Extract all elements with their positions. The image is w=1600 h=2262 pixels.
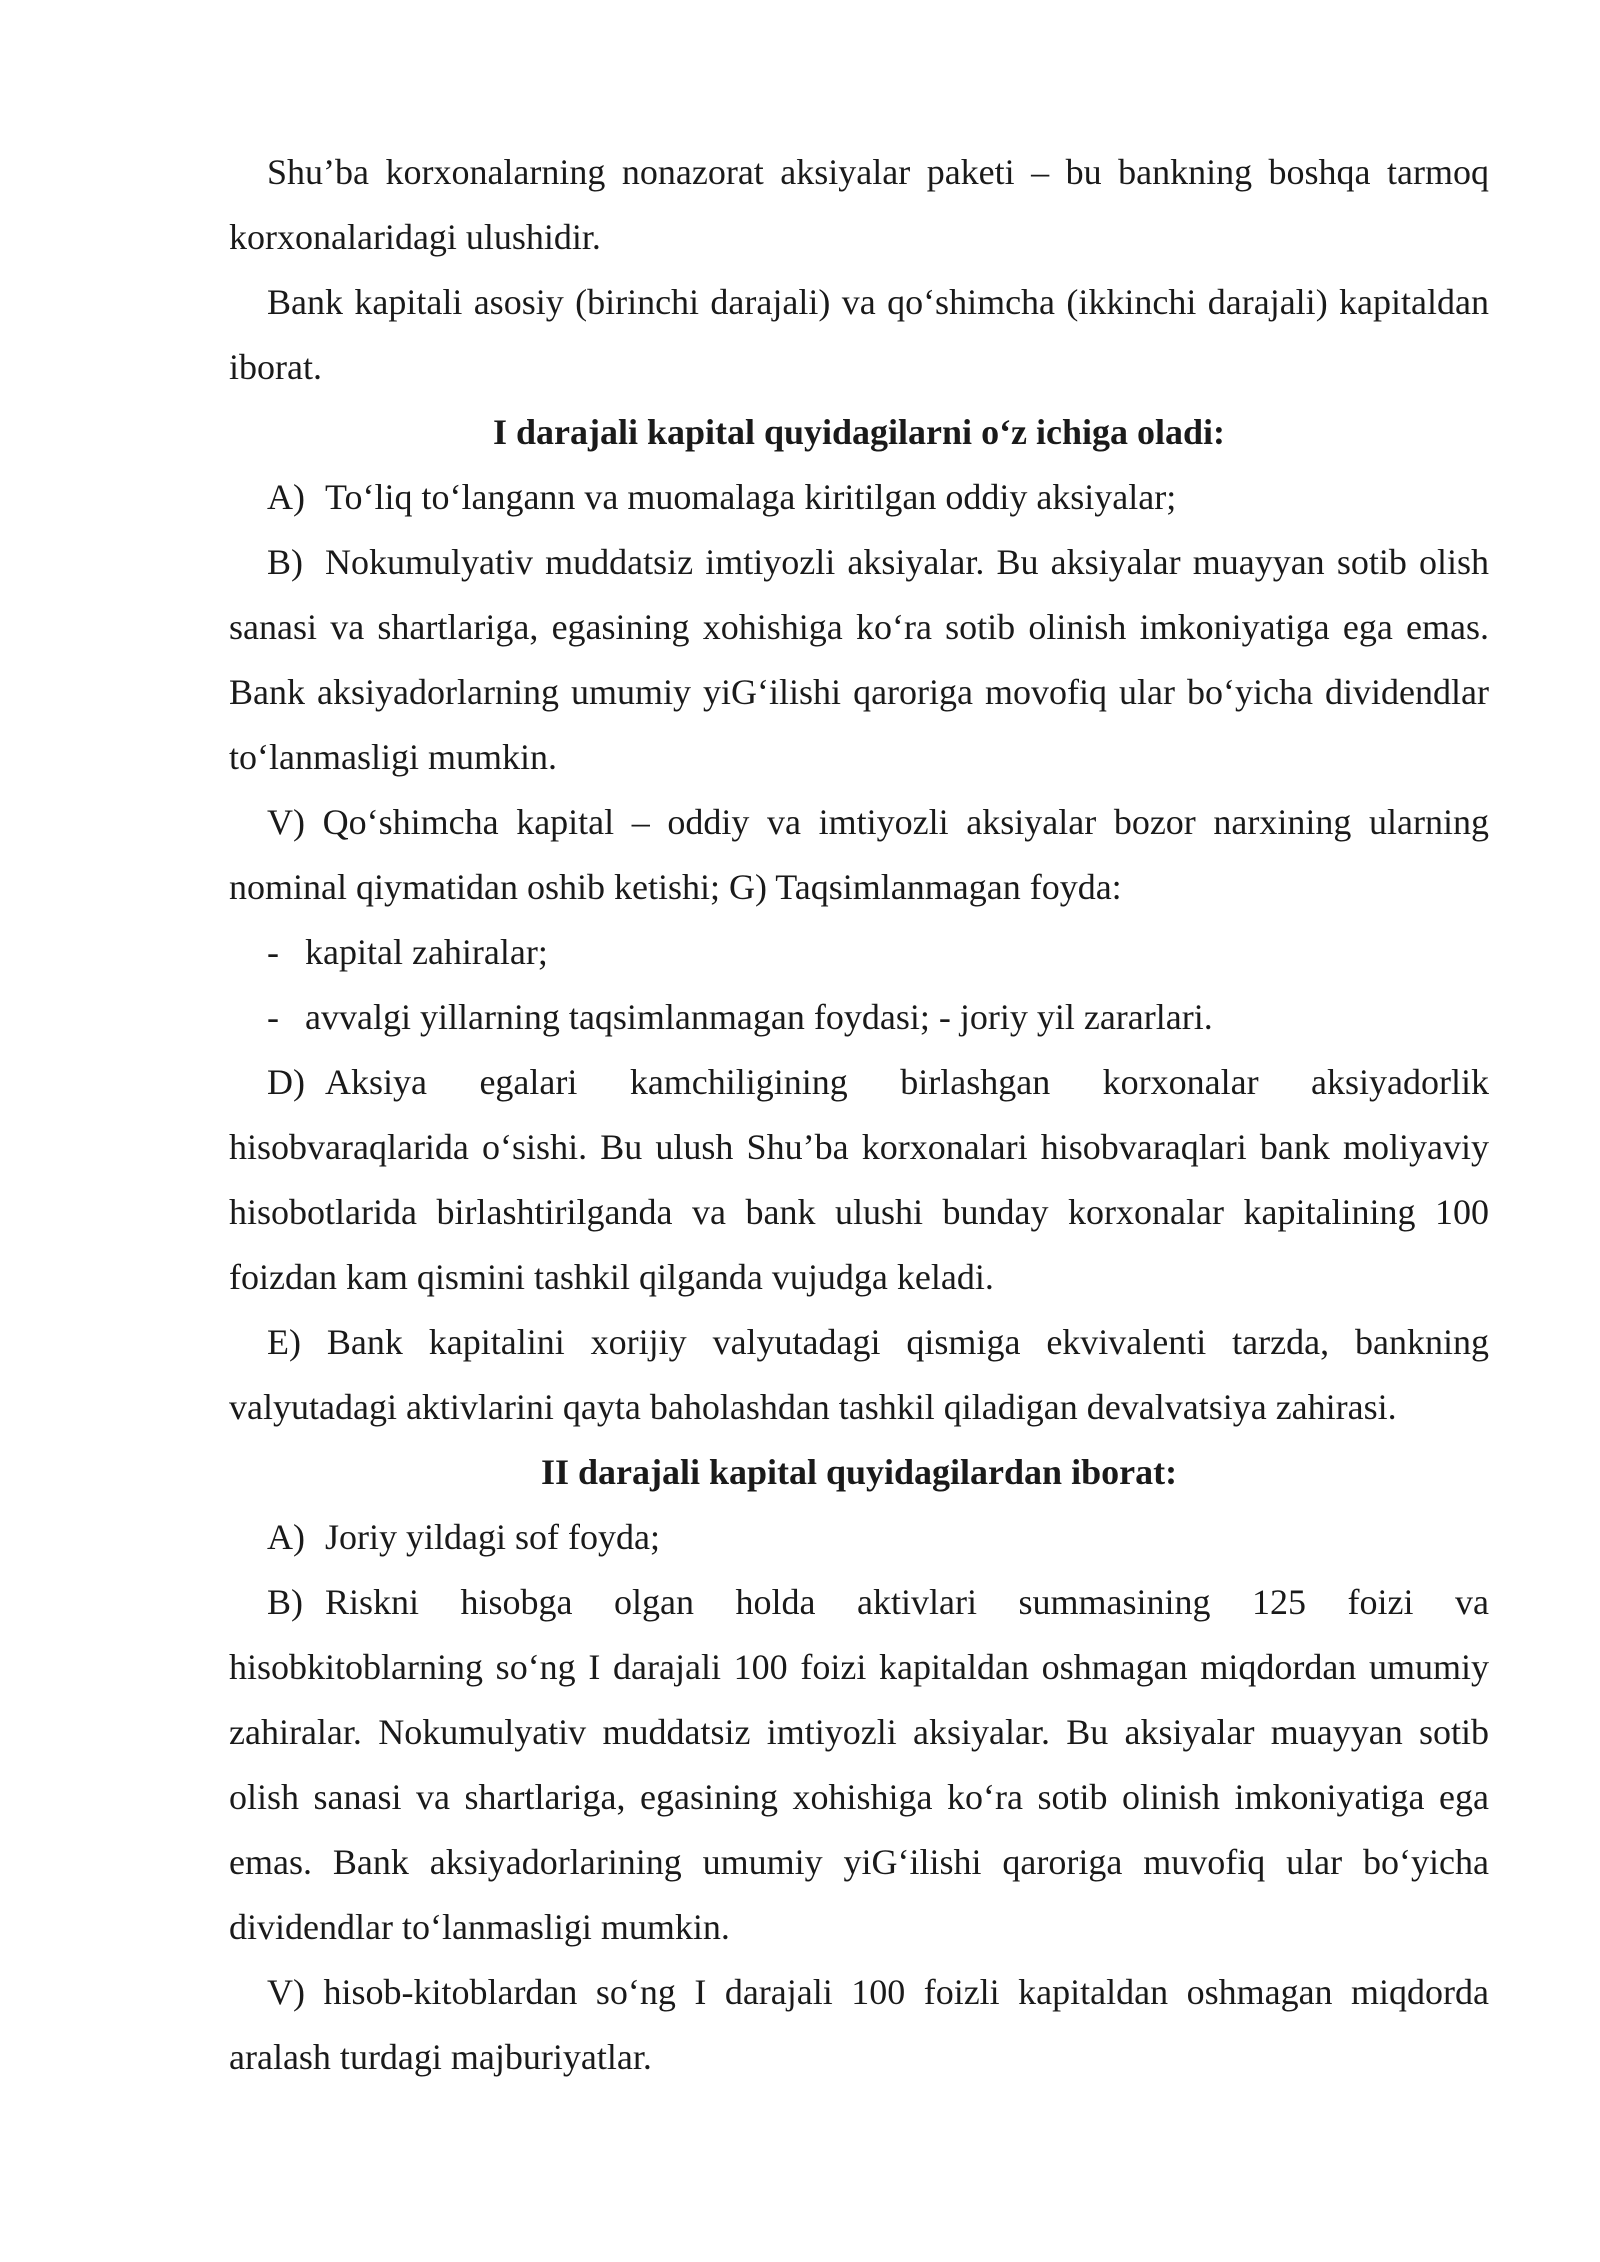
item-text: Riskni hisobga olgan holda aktivlari summasining 125 foizi va hisobkitoblarning so‘ng I darajali 100 foizi kapitaldan oshmagan miqdordan umumiy zahiralar. Nokumulyativ muddatsiz imtiyozli aksiyalar. Bu aksiyalar muayyan sotib olish sanasi va shartlariga, egasining xohishiga ko‘ra sotib olinish imkoniyatiga ega emas. Bank aksiyadorlarining umumiy yiG‘ilishi qaroriga muvofiq ular bo‘yicha dividendlar to‘lanmasligi mumkin.	[229, 1582, 1489, 1947]
document-page	[229, 140, 1489, 2090]
paragraph-subsidiary-share: Shu’ba korxonalarning nonazorat aksiyalar paketi – bu bankning boshqa tarmoq korxonalaridagi ulushidir.	[229, 152, 1489, 257]
item-label: A)	[267, 1517, 305, 1557]
dash-mark: -	[267, 997, 279, 1037]
dash-item-capital-reserves	[229, 920, 1489, 985]
item-b-tier-two	[229, 1570, 1489, 1960]
paragraph-bank-capital: Bank kapitali asosiy (birinchi darajali) va qo‘shimcha (ikkinchi darajali) kapitaldan iborat.	[229, 282, 1489, 387]
item-text: Joriy yildagi sof foyda;	[325, 1517, 660, 1557]
item-text: Aksiya egalari kamchiligining birlashgan korxonalar aksiyadorlik hisobvaraqlarida o‘sishi. Bu ulush Shu’ba korxonalari hisobvaraqlari bank moliyaviy hisobotlarida birlashtirilganda va bank ulushi bunday korxonalar kapitalining 100 foizdan kam qismini tashkil qilganda vujudga keladi.	[229, 1062, 1489, 1297]
item-b-tier-one	[229, 530, 1489, 790]
item-e-tier-one: E) Bank kapitalini xorijiy valyutadagi qismiga ekvivalenti tarzda, bankning valyutadagi aktivlarini qayta baholashdan tashkil qiladigan devalvatsiya zahirasi.	[229, 1322, 1489, 1427]
heading-tier-two-capital: II darajali kapital quyidagilardan iborat:	[540, 1452, 1178, 1492]
dash-text: avvalgi yillarning taqsimlanmagan foydasi; - joriy yil zararlari.	[305, 997, 1213, 1037]
item-v-tier-one: V) Qo‘shimcha kapital – oddiy va imtiyozli aksiyalar bozor narxining ularning nominal qiymatidan oshib ketishi; G) Taqsimlanmagan foyda:	[229, 802, 1489, 907]
item-label: D)	[267, 1062, 305, 1102]
item-text: To‘liq to‘langann va muomalaga kiritilgan oddiy aksiyalar;	[325, 477, 1177, 517]
item-label: B)	[267, 542, 303, 582]
item-label: B)	[267, 1582, 303, 1622]
heading-tier-one-capital: I darajali kapital quyidagilarni o‘z ichiga oladi:	[492, 412, 1226, 452]
item-label: A)	[267, 477, 305, 517]
item-v-tier-two: V) hisob-kitoblardan so‘ng I darajali 100 foizli kapitaldan oshmagan miqdorda aralash turdagi majburiyatlar.	[229, 1972, 1489, 2077]
item-a-tier-two	[229, 1505, 1489, 1570]
dash-mark: -	[267, 932, 279, 972]
item-a-tier-one	[229, 465, 1489, 530]
item-d-tier-one	[229, 1050, 1489, 1310]
dash-item-retained-earnings	[229, 985, 1489, 1050]
dash-text: kapital zahiralar;	[305, 932, 548, 972]
item-text: Nokumulyativ muddatsiz imtiyozli aksiyalar. Bu aksiyalar muayyan sotib olish sanasi va shartlariga, egasining xohishiga ko‘ra sotib olinish imkoniyatiga ega emas. Bank aksiyadorlarning umumiy yiG‘ilishi qaroriga movofiq ular bo‘yicha dividendlar to‘lanmasligi mumkin.	[229, 542, 1489, 777]
